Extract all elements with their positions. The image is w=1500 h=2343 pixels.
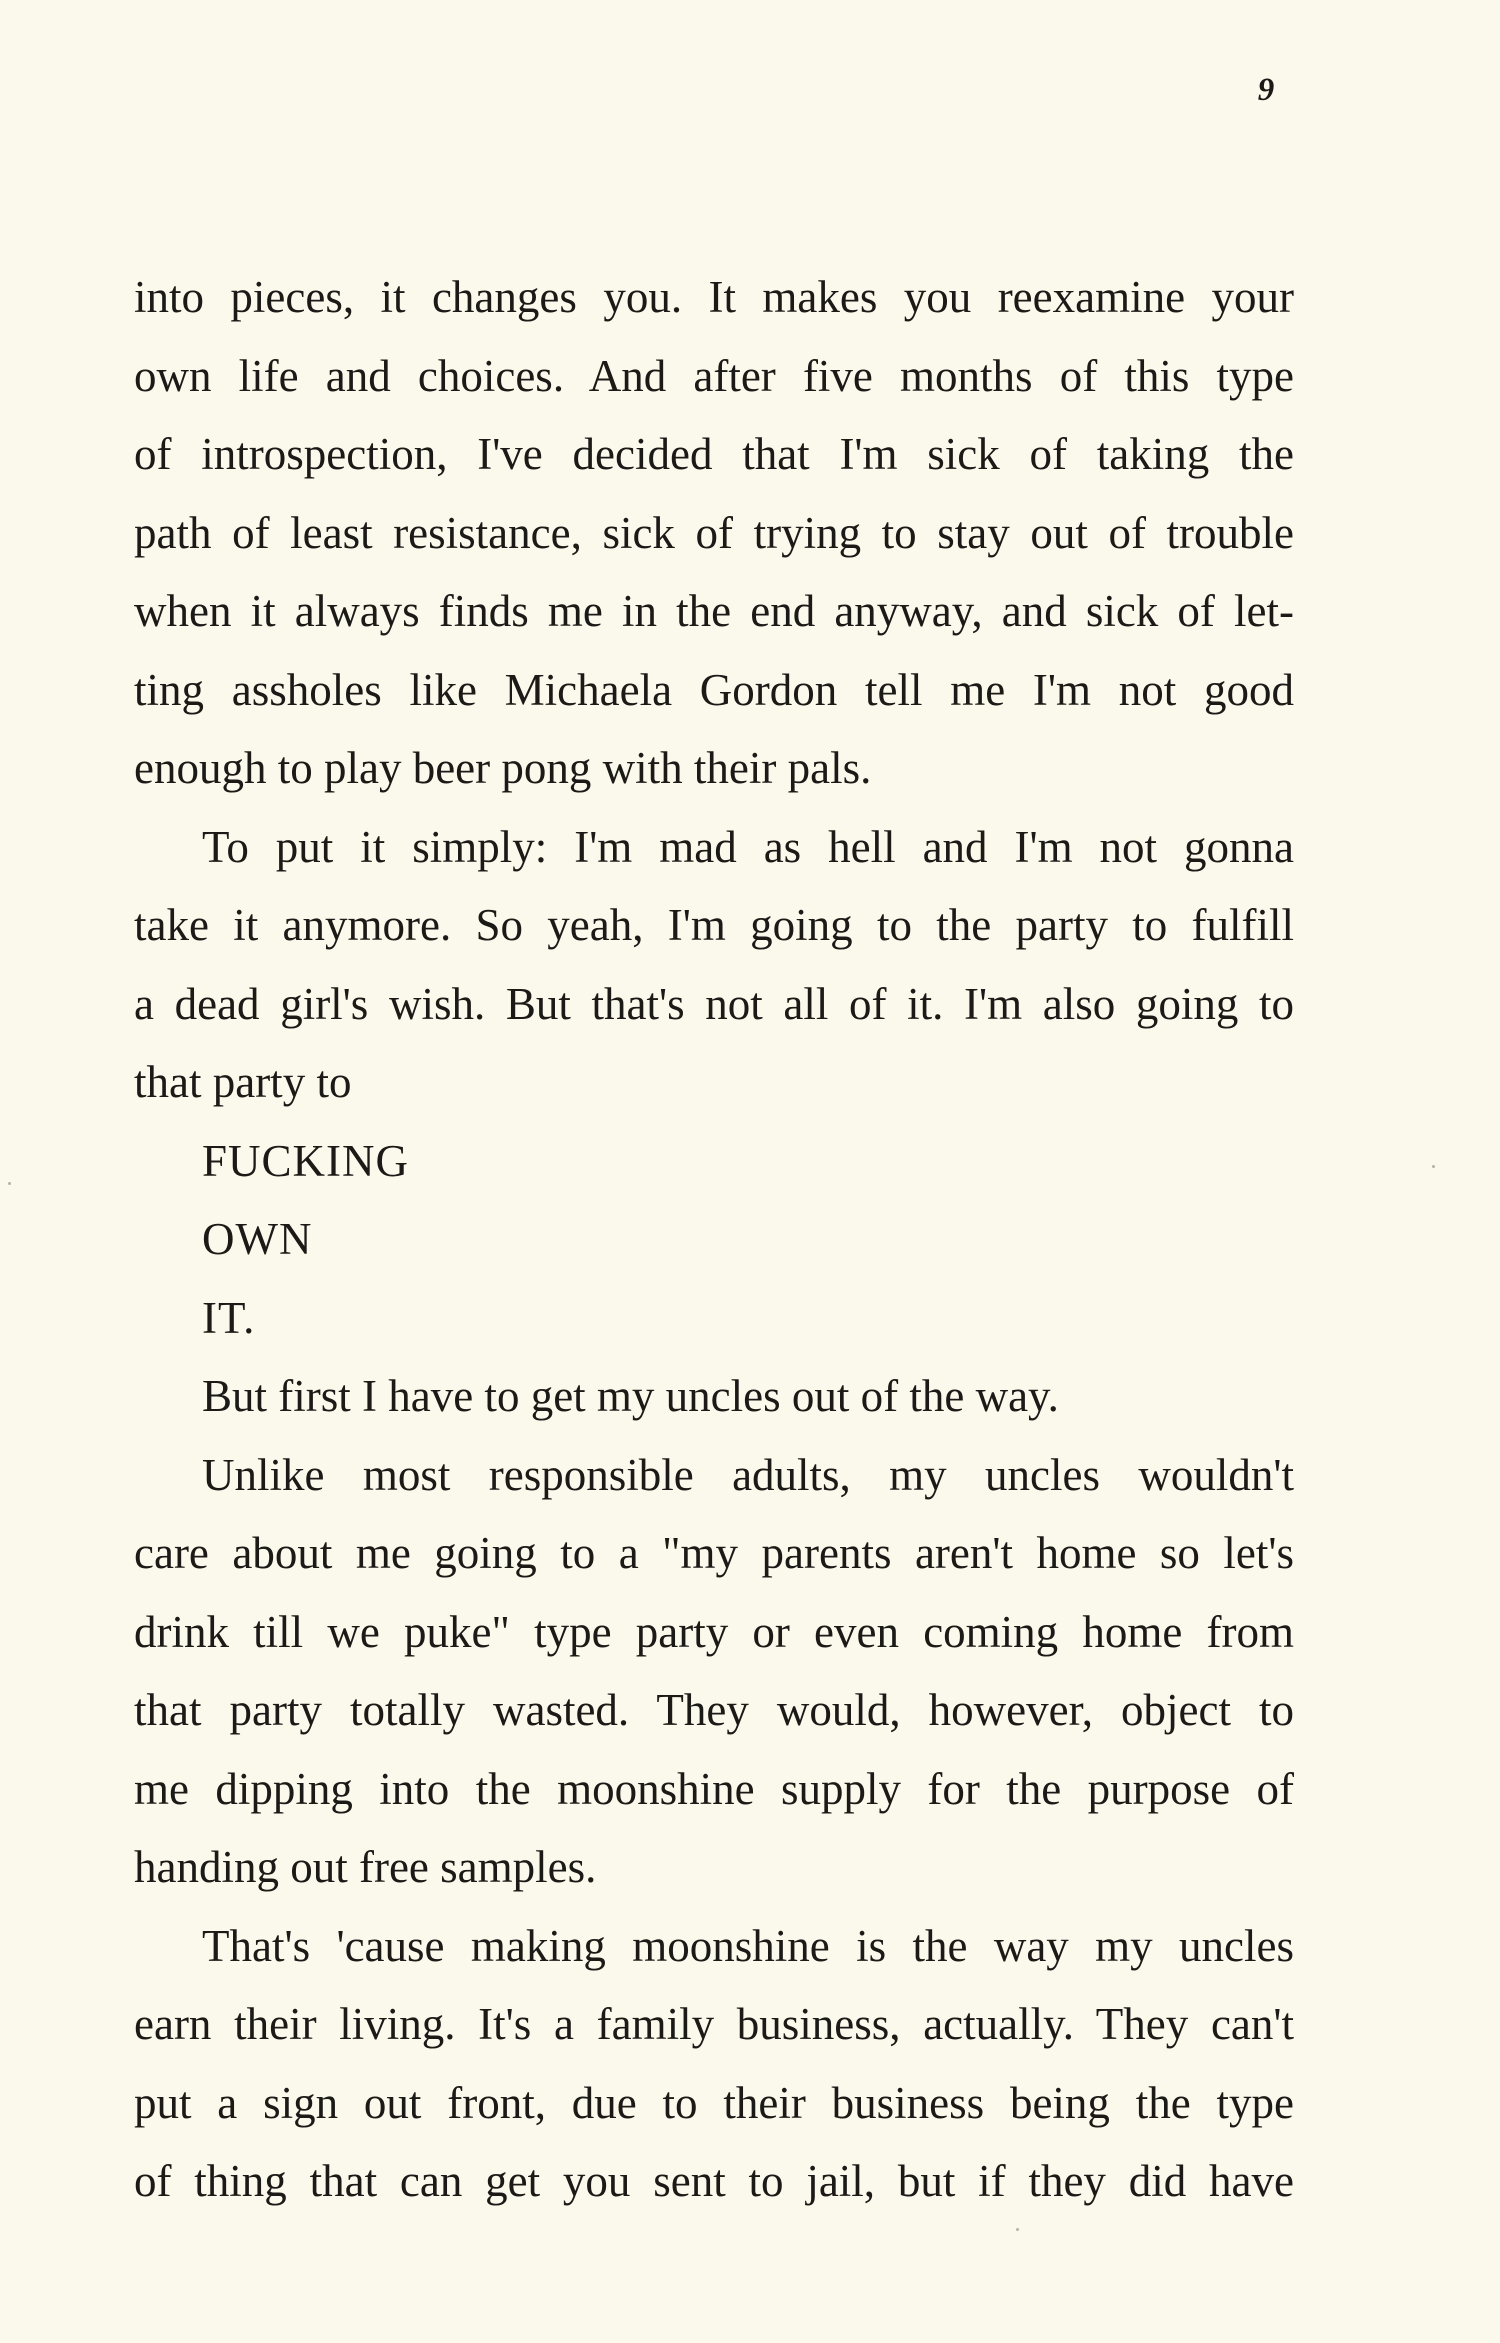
text-line: of introspection, I've decided that I'm sick of taking the: [134, 429, 1294, 479]
scan-speck: [1432, 1165, 1435, 1168]
text-line: that party totally wasted. They would, however, object to: [134, 1685, 1294, 1735]
paragraph-first-line: To put it simply: I'm mad as hell and I'm not gonna: [202, 821, 1294, 872]
emphasis-line: IT.: [202, 1292, 256, 1343]
text-line: enough to play beer pong with their pals.: [134, 743, 872, 793]
emphasis-line: OWN: [202, 1214, 313, 1264]
text-line: path of least resistance, sick of trying to stay out of trouble: [134, 507, 1294, 558]
text-line: put a sign out front, due to their business being the type: [134, 2077, 1294, 2128]
scan-speck: [8, 1182, 11, 1185]
page-number: 9: [1257, 72, 1275, 108]
paragraph-first-line: Unlike most responsible adults, my uncles wouldn't: [202, 1449, 1294, 1500]
text-line: care about me going to a "my parents aren't home so let's: [134, 1528, 1294, 1578]
text-line: when it always finds me in the end anyway, and sick of let-: [134, 586, 1294, 636]
paragraph-first-line: That's 'cause making moonshine is the way my uncles: [202, 1920, 1294, 1971]
text-line: handing out free samples.: [134, 1842, 597, 1892]
text-line: me dipping into the moonshine supply for the purpose of: [134, 1763, 1294, 1814]
text-line: earn their living. It's a family business, actually. They can't: [134, 1999, 1294, 2049]
text-line: drink till we puke" type party or even coming home from: [134, 1606, 1294, 1657]
emphasis-line: FUCKING: [202, 1135, 410, 1186]
text-line: into pieces, it changes you. It makes you reexamine your: [134, 272, 1294, 322]
scan-speck: [1016, 2228, 1019, 2231]
text-line: of thing that can get you sent to jail, but if they did have: [134, 2156, 1294, 2206]
text-line: that party to: [134, 1057, 352, 1107]
paragraph-single-line: But first I have to get my uncles out of the way.: [202, 1371, 1059, 1421]
text-line: a dead girl's wish. But that's not all of it. I'm also going to: [134, 978, 1294, 1029]
body-text: [134, 258, 1294, 2221]
text-line: ting assholes like Michaela Gordon tell me I'm not good: [134, 664, 1294, 715]
text-line: own life and choices. And after five months of this type: [134, 350, 1294, 401]
text-line: take it anymore. So yeah, I'm going to the party to fulfill: [134, 900, 1294, 950]
